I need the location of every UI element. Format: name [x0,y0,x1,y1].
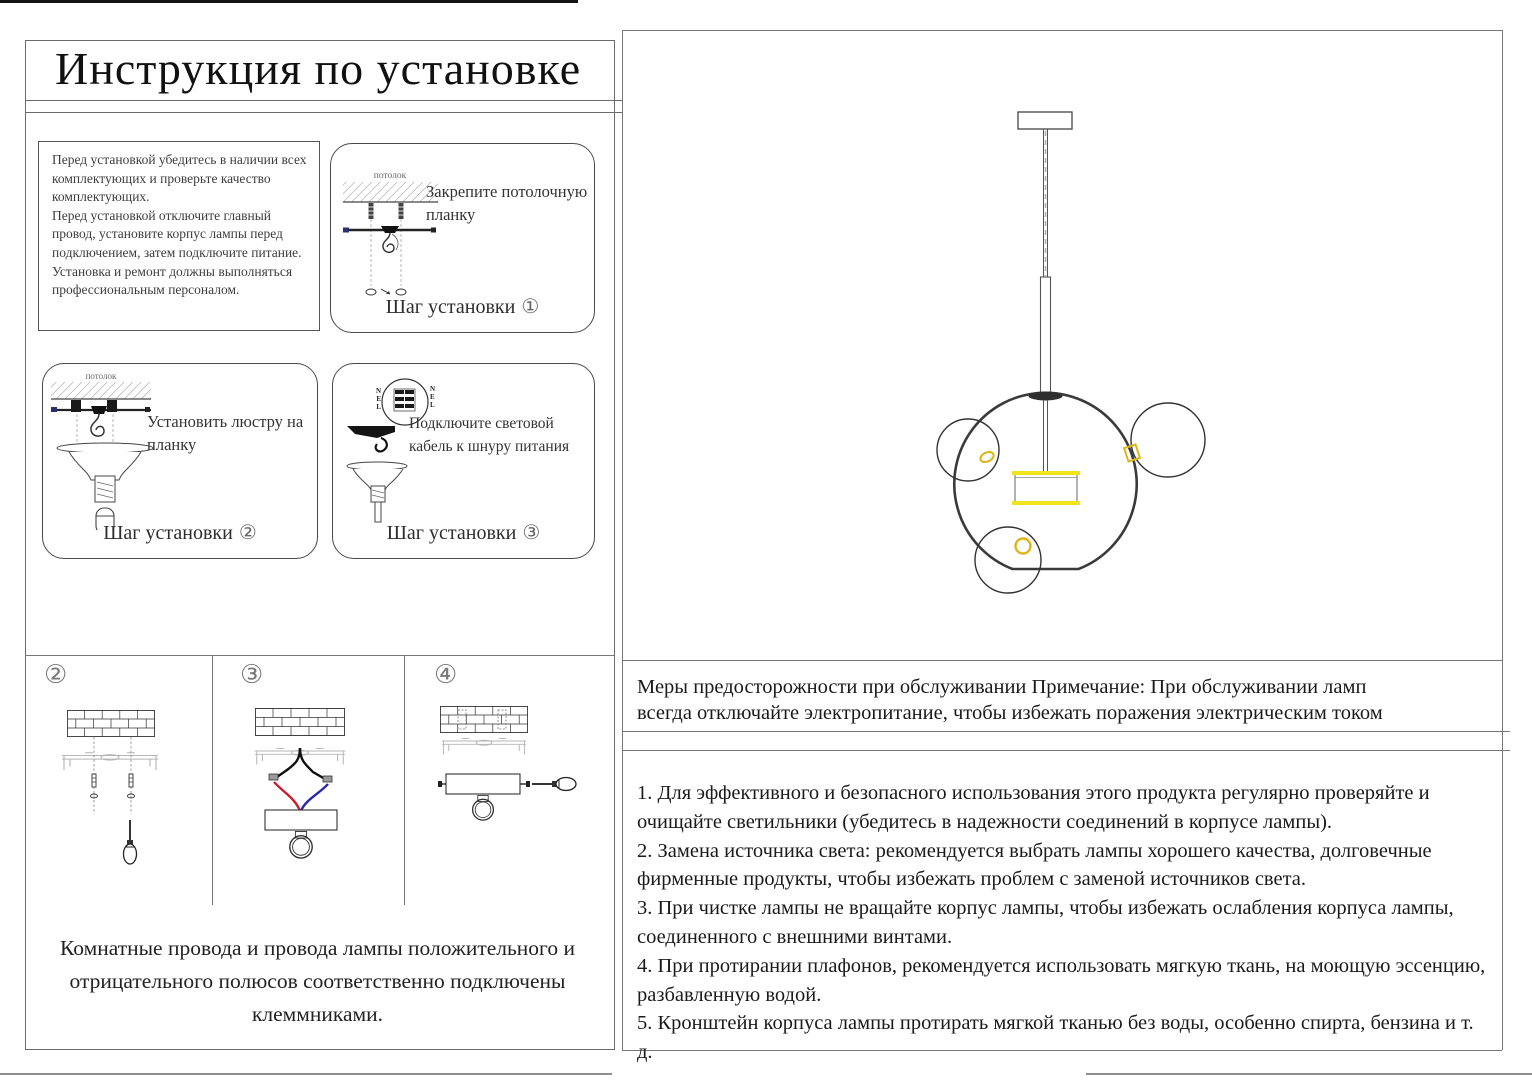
step2-footer [43,520,317,545]
maintenance-item: 1. Для эффективного и безопасного использования этого продукта регулярно проверяйте и очищайте светильники (убедитесь в надежности соединений в корпусе лампы). [637,782,1430,833]
bottom-scan-line-right [1086,1073,1532,1075]
panel-divider [212,655,213,905]
step3-footer [333,520,594,545]
wiring-label-e: E [376,395,381,403]
step-label: Шаг установки [385,296,516,318]
top-edge-line [0,0,578,3]
section-divider-line [622,750,1510,751]
warning-text: Перед установкой убедитесь в наличии всех комплектующих и проверьте качество комплектующих. [52,152,307,205]
lamp-section-bottom-line [622,660,1502,661]
warning-text: Перед установкой отключите главный провод, установите корпус лампы перед подключением, затем подключите питание. [52,207,302,260]
maintenance-precaution-note: Меры предосторожности при обслуживании Примечание: При обслуживании ламп всегда отключайте электропитание, чтобы избежать поражения электрическим током [637,676,1383,724]
section-divider-line [622,731,1510,732]
panel4-number: ④ [434,660,458,690]
panel-divider [404,655,405,905]
maintenance-list [637,779,1487,1067]
title-separator [25,100,622,113]
step-box-2 [42,363,318,559]
step-number: ③ [522,520,541,544]
maintenance-item: 2. Замена источника света: рекомендуется выбрать лампы хорошего качества, долговечные фирменные продукты, чтобы избежать проблем с заменой источников света. [637,839,1432,891]
panel2-mounting-diagram [50,698,190,873]
step2-diagram [51,370,161,530]
right-panel-right-border [1502,30,1503,1050]
terminal-note: Комнатные провода и провода лампы положительного и отрицательного полюсов соответственно подключены клеммниками. [60,936,575,1026]
wiring-label-l: L [376,403,381,411]
wiring-label-l: L [430,401,435,409]
step3-caption: Подключите световой кабель к шнуру питания [409,415,570,455]
warning-box [38,141,320,331]
panel3-number: ③ [240,660,264,690]
step2-caption: Установить люстру на планку [147,412,304,454]
panel2-number: ② [44,660,68,690]
panels-top-line [25,655,614,656]
wiring-label-n: N [430,385,436,393]
step1-caption: Закрепите потолочную планку [426,182,588,224]
page-title: Инструкция по установке [55,43,582,94]
maintenance-item: 3. При чистке лампы не вращайте корпус лампы, чтобы избежать ослабления корпуса лампы, соединенного с внешними винтами. [637,897,1454,948]
ceiling-label: потолок [85,371,117,381]
bottom-scan-line-left [0,1073,612,1075]
right-panel-left-border [622,30,623,1050]
pendant-lamp-diagram [920,100,1220,610]
step-label: Шаг установки [103,522,233,544]
panel3-wiring-diagram [245,698,380,873]
right-panel-top-border [622,30,1502,31]
panel4-canopy-diagram [438,698,588,828]
step-box-3 [332,363,595,559]
step-box-1 [330,143,595,333]
warning-text: Установка и ремонт должны выполняться профессиональным персоналом. [52,263,293,298]
step1-footer [331,294,594,319]
step-number: ① [521,294,540,318]
maintenance-item: 4. При протирании плафонов, рекомендуется использовать мягкую ткань, на моющую эссенцию, разбавленную водой. [637,954,1486,1006]
maintenance-item: 5. Кронштейн корпуса лампы протирать мягкой тканью без воды, особенно спирта, бензина и т. д. [637,1012,1474,1064]
ceiling-label: потолок [373,171,407,181]
wiring-label-e: E [430,393,435,401]
wiring-label-n: N [375,387,381,395]
step-label: Шаг установки [386,522,517,544]
step-number: ② [238,520,257,544]
